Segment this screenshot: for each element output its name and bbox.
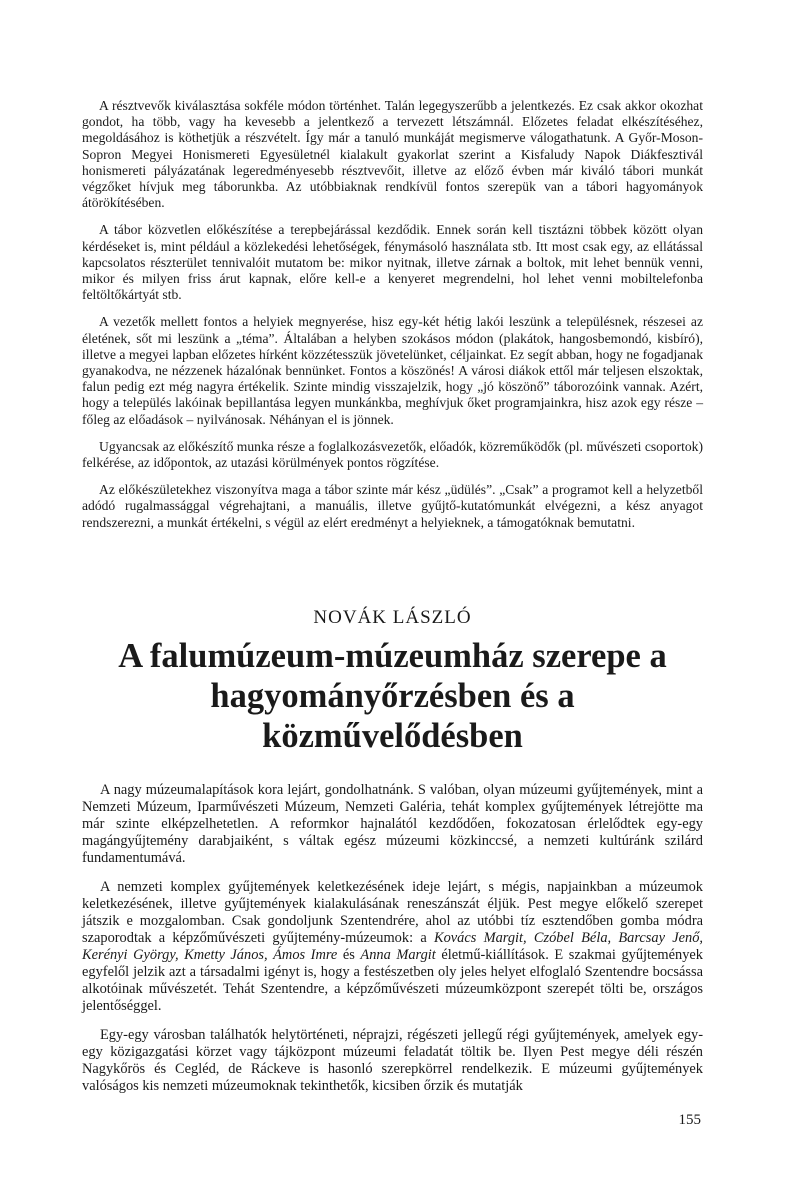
paragraph: Egy-egy városban találhatók helytörténeti, néprajzi, régészeti jellegű régi gyűjtemények, amelyek egy-egy közigazgatási körzet vagy tájközpont múzeumi feladatát töltik be. Ilyen Pest megye déli részén Nagykőrös és Cegléd, de Ráckeve is hasonló szerepkörrel rendelkezik. E múzeumi gyűjtemények valóságos kis nemzeti múzeumoknak tekinthetők, kicsiben őrzik és mutatják: [82, 1026, 703, 1094]
paragraph-text: A nemzeti komplex gyűjtemények keletkezésének ideje lejárt, s mégis, napjainkban a múzeumok keletkezésének, illetve gyűjtemények kialakulásának reneszánszát éljük. Pest megye előkelő szerepet játszik e mozgalomban. Csak gondoljunk Szentendrére, ahol az utóbbi tíz esztendőben gomba módra szaporodtak a képzőművészeti gyűjtemény-múzeumok: a: [82, 878, 703, 946]
paragraph: A tábor közvetlen előkészítése a terepbejárással kezdődik. Ennek során kell tisztázni többek között olyan kérdéseket is, mint például a közlekedési lehetőségek, fénymásoló használata stb. Itt most csak egy, az ellátással kapcsolatos részterület tennivalóit mutatom be: mikor nyitnak, illetve zárnak a boltok, mit lehet bennük venni, mikor és milyen friss árut kapnak, előre kell-e a kenyeret megrendelni, hol lehet venni mobiltelefonba feltöltőkártyát stb.: [82, 222, 703, 303]
paragraph-text: és: [337, 946, 361, 963]
paragraph: Az előkészületekhez viszonyítva maga a tábor szinte már kész „üdülés”. „Csak” a programot kell a helyzetből adódó rugalmassággal végrehajtani, a manuális, illetve gyűjtő-kutatómunkát elvégezni, a kész anyagot rendszerezni, a munkát értékelni, s végül az elért eredményt a helyieknek, a támogatóknak bemutatni.: [82, 482, 703, 530]
article-author: NOVÁK LÁSZLÓ: [313, 606, 472, 628]
paragraph: A vezetők mellett fontos a helyiek megnyerése, hisz egy-két hétig lakói leszünk a településnek, részesei az életének, sőt mi leszünk a „téma”. Általában a helyben szokásos módon (plakátok, hangosbemondó, kisbíró), illetve a megyei lapban előzetes hírként közzétesszük jövetelünket, céljainkat. Ez segít abban, hogy ne fogadjanak gyanakodva, ne nézzenek házalónak bennünket. Fontos a köszönés! A városi diákok ettől már teljesen elszoktak, falun pedig ezt még nagyra értékelik. Szinte mindig visszajelzik, hogy „jó köszönő” táborozóink vannak. Azért, hogy a település lakóinak bepillantása legyen munkánkba, meghívjuk őket programjainkra, hisz azok egy része – főleg az előadások – nyilvánosak. Néhányan el is jönnek.: [82, 314, 703, 427]
previous-article-ending: [82, 98, 703, 531]
article-body: [82, 782, 703, 1095]
page-number: 155: [678, 1112, 701, 1128]
artist-name: Anna Margit: [360, 946, 436, 963]
artist-names: Kovács Margit, Czóbel Béla, Barcsay Jenő, Kerényi György, Kmetty János, Ámos Imre: [82, 929, 704, 963]
paragraph-text: életmű-kiállítások. E szakmai gyűjtemények egyfelől jelzik azt a társadalmi igényt is, hogy a festészetben oly jeles helyet elfoglaló Szentendre bocsássa alkotóinak művészetét. Tehát Szentendre, a képzőművészeti múzeumközpont szerepét tölti be, országos jelentőséggel.: [82, 946, 703, 1014]
paragraph: A résztvevők kiválasztása sokféle módon történhet. Talán legegyszerűbb a jelentkezés. Ez csak akkor okozhat gondot, ha több, vagy ha kevesebb a jelentkező a tervezett létszámnál. Előzetes feladat elkészítéséhez, megoldásához is köthetjük a részvételt. Így már a tanuló munkáját megismerve válogathatunk. A Győr-Moson-Sopron Megyei Honismereti Egyesületnél kialakult gyakorlat szerint a Kisfaludy Napok Diákfesztivál honismereti pályázatának legeredményesebb résztvevőit, illetve az előző évben már kiváló tábori munkát végzőket hívjuk meg táborunkba. Az utóbbiaknak rendkívül fontos szerepük van a tábori hagyományok átörökítésében.: [82, 98, 703, 211]
paragraph: [82, 879, 703, 1015]
article-title: A falumúzeum-múzeumház szerepe a hagyományőrzésben és a közművelődésben: [118, 636, 667, 755]
paragraph: Ugyancsak az előkészítő munka része a foglalkozásvezetők, előadók, közreműködők (pl. művészeti csoportok) felkérése, az időpontok, az utazási körülmények pontos rögzítése.: [82, 438, 703, 471]
paragraph: A nagy múzeumalapítások kora lejárt, gondolhatnánk. S valóban, olyan múzeumi gyűjtemények, mint a Nemzeti Múzeum, Iparművészeti Múzeum, Nemzeti Galéria, tehát komplex gyűjtemények létrejötte ma már szinte elképzelhetetlen. A reformkor hajnalától kezdődően, fokozatosan érlelődtek egy-egy magángyűjtemény darabjaiként, s váltak egész múzeumi közkinccsé, a nemzeti kultúránk szilárd fundamentumává.: [82, 781, 703, 866]
